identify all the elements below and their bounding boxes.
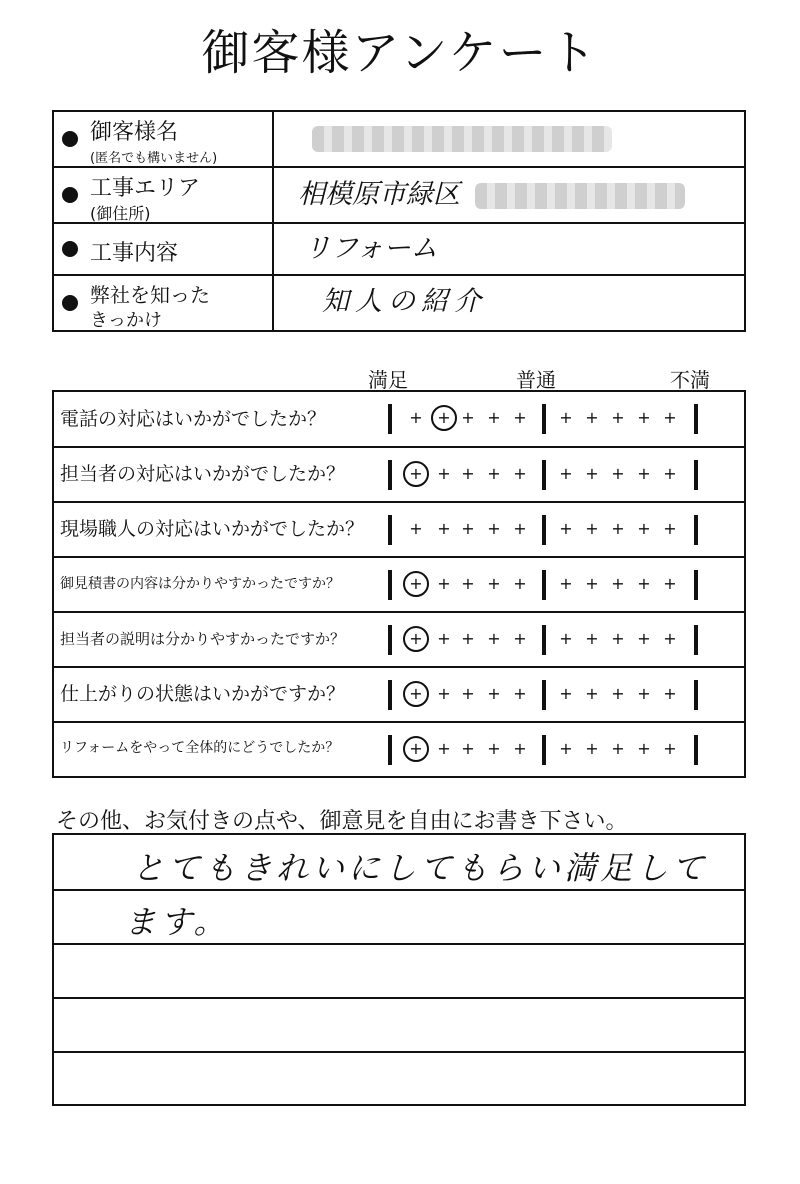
info-value: 知人の紹介 (322, 286, 487, 317)
scale-divider-left (388, 404, 392, 434)
scale-divider-right (694, 570, 698, 600)
rating-option[interactable]: + (559, 519, 573, 538)
rating-option[interactable]: + (585, 519, 599, 538)
bullet-icon (62, 187, 78, 203)
rating-option[interactable]: + (437, 464, 451, 483)
rating-option[interactable]: + (461, 408, 475, 427)
info-row-source (54, 276, 744, 330)
scale-divider-middle (542, 625, 546, 655)
rating-option[interactable]: + (461, 684, 475, 703)
scale-divider-left (388, 680, 392, 710)
rating-option[interactable]: + (585, 408, 599, 427)
info-sublabel: (御住所) (90, 204, 151, 223)
rating-option[interactable]: + (637, 464, 651, 483)
info-label-cell (54, 276, 274, 330)
info-sublabel: (匿名でも構いません) (90, 151, 218, 166)
scale-divider-left (388, 735, 392, 765)
info-label: 弊社を知った (90, 283, 210, 307)
rating-option[interactable]: + (409, 684, 423, 703)
info-sublabel: きっかけ (90, 310, 162, 331)
rating-option[interactable]: + (611, 684, 625, 703)
rating-row (54, 558, 744, 613)
rating-option[interactable]: + (461, 519, 475, 538)
rating-option[interactable]: + (409, 464, 423, 483)
scale-divider-middle (542, 404, 546, 434)
rating-option[interactable]: + (663, 629, 677, 648)
info-label-cell (54, 168, 274, 222)
rating-option[interactable]: + (487, 408, 501, 427)
scale-divider-left (388, 515, 392, 545)
info-row-area (54, 168, 744, 224)
scale-divider-left (388, 570, 392, 600)
scale-label-neutral: 普通 (516, 368, 556, 392)
scale-divider-left (388, 460, 392, 490)
rating-option[interactable]: + (409, 408, 423, 427)
rating-option[interactable]: + (663, 574, 677, 593)
scale-divider-middle (542, 735, 546, 765)
rating-option[interactable]: + (461, 574, 475, 593)
question-text: 担当者の説明は分かりやすかったですか？ (60, 630, 346, 648)
rating-row (54, 723, 744, 776)
rating-option[interactable]: + (637, 574, 651, 593)
rating-row (54, 448, 744, 503)
rating-option[interactable]: + (437, 408, 451, 427)
comment-rule-line (54, 889, 744, 891)
rating-option[interactable]: + (637, 629, 651, 648)
referral-source-field[interactable] (282, 276, 736, 330)
rating-option[interactable]: + (437, 739, 451, 758)
rating-option[interactable]: + (409, 519, 423, 538)
comments-label: その他、お気付きの点や、御意見を自由にお書き下さい。 (56, 809, 628, 834)
scale-divider-left (388, 625, 392, 655)
rating-option[interactable]: + (559, 464, 573, 483)
rating-option[interactable]: + (461, 739, 475, 758)
redacted-address-icon (475, 183, 685, 209)
rating-option[interactable]: + (663, 684, 677, 703)
rating-option[interactable]: + (559, 574, 573, 593)
scale-divider-right (694, 460, 698, 490)
rating-option[interactable]: + (409, 739, 423, 758)
question-text: 担当者の対応はいかがでしたか？ (60, 463, 346, 485)
selected-circle-icon (431, 405, 457, 431)
rating-option[interactable]: + (487, 739, 501, 758)
rating-option[interactable]: + (437, 519, 451, 538)
customer-info-table (52, 110, 746, 332)
rating-option[interactable]: + (409, 629, 423, 648)
rating-option[interactable]: + (637, 519, 651, 538)
rating-option[interactable]: + (611, 574, 625, 593)
rating-option[interactable]: + (559, 629, 573, 648)
question-text: 仕上がりの状態はいかがですか？ (60, 683, 346, 705)
selected-circle-icon (403, 681, 429, 707)
question-text: 現場職人の対応はいかがでしたか？ (60, 518, 365, 540)
question-text: 御見積書の内容は分かりやすかったですか？ (60, 576, 340, 592)
rating-option[interactable]: + (437, 629, 451, 648)
rating-option[interactable]: + (487, 629, 501, 648)
redacted-name-icon (312, 126, 612, 152)
rating-option[interactable]: + (611, 519, 625, 538)
customer-name-field[interactable] (282, 112, 736, 166)
info-row-work (54, 224, 744, 276)
rating-option[interactable]: + (487, 519, 501, 538)
rating-option[interactable]: + (637, 408, 651, 427)
info-label-cell (54, 112, 274, 166)
rating-option[interactable]: + (637, 739, 651, 758)
comments-box[interactable] (52, 833, 746, 1106)
info-label-cell (54, 224, 274, 274)
rating-option[interactable]: + (461, 464, 475, 483)
comment-rule-line (54, 997, 744, 999)
rating-option[interactable]: + (461, 629, 475, 648)
rating-row (54, 668, 744, 723)
rating-option[interactable]: + (409, 574, 423, 593)
rating-option[interactable]: + (611, 464, 625, 483)
info-value: リフォーム (304, 233, 438, 264)
rating-option[interactable]: + (611, 629, 625, 648)
bullet-icon (62, 131, 78, 147)
rating-option[interactable]: + (585, 739, 599, 758)
rating-option[interactable]: + (585, 684, 599, 703)
rating-option[interactable]: + (513, 574, 527, 593)
selected-circle-icon (403, 571, 429, 597)
comment-line-text: ます。 (124, 903, 230, 941)
rating-option[interactable]: + (637, 684, 651, 703)
construction-area-field[interactable] (282, 168, 736, 222)
scale-label-dissatisfied: 不満 (670, 368, 710, 392)
rating-option[interactable]: + (559, 408, 573, 427)
scale-divider-middle (542, 460, 546, 490)
rating-option[interactable]: + (663, 464, 677, 483)
comment-rule-line (54, 943, 744, 945)
scale-label-satisfied: 満足 (368, 368, 408, 392)
rating-option[interactable]: + (487, 684, 501, 703)
info-label: 御客様名 (90, 120, 179, 145)
work-content-field[interactable] (282, 224, 736, 274)
scale-divider-middle (542, 570, 546, 600)
rating-option[interactable]: + (585, 464, 599, 483)
rating-option[interactable]: + (663, 408, 677, 427)
question-text: 電話の対応はいかがでしたか？ (60, 408, 327, 430)
rating-option[interactable]: + (559, 739, 573, 758)
rating-option[interactable]: + (611, 408, 625, 427)
info-label: 工事エリア (90, 176, 201, 201)
rating-table (52, 390, 746, 778)
rating-row (54, 392, 744, 448)
selected-circle-icon (403, 626, 429, 652)
comment-rule-line (54, 1051, 744, 1053)
rating-option[interactable]: + (513, 464, 527, 483)
question-text: リフォームをやって全体的にどうでしたか？ (60, 740, 340, 756)
scale-divider-right (694, 625, 698, 655)
scale-divider-right (694, 515, 698, 545)
scale-divider-right (694, 404, 698, 434)
rating-option[interactable]: + (585, 574, 599, 593)
scale-divider-right (694, 735, 698, 765)
info-value: 相模原市緑区 (298, 179, 460, 210)
page-title: 御客様アンケート (201, 25, 599, 81)
rating-option[interactable]: + (513, 739, 527, 758)
rating-row (54, 503, 744, 558)
rating-option[interactable]: + (559, 684, 573, 703)
scale-divider-right (694, 680, 698, 710)
rating-option[interactable]: + (513, 408, 527, 427)
info-label: 工事内容 (90, 241, 179, 266)
comment-line-text: とてもきれいにしてもらい満足して (132, 849, 709, 887)
rating-option[interactable]: + (663, 739, 677, 758)
rating-option[interactable]: + (513, 684, 527, 703)
rating-option[interactable]: + (663, 519, 677, 538)
selected-circle-icon (403, 461, 429, 487)
scale-divider-middle (542, 515, 546, 545)
rating-option[interactable]: + (585, 629, 599, 648)
rating-option[interactable]: + (611, 739, 625, 758)
rating-option[interactable]: + (513, 629, 527, 648)
rating-option[interactable]: + (513, 519, 527, 538)
rating-option[interactable]: + (487, 574, 501, 593)
info-row-name (54, 112, 744, 168)
rating-row (54, 613, 744, 668)
rating-option[interactable]: + (437, 574, 451, 593)
scale-divider-middle (542, 680, 546, 710)
bullet-icon (62, 295, 78, 311)
rating-option[interactable]: + (487, 464, 501, 483)
rating-option[interactable]: + (437, 684, 451, 703)
selected-circle-icon (403, 736, 429, 762)
bullet-icon (62, 241, 78, 257)
